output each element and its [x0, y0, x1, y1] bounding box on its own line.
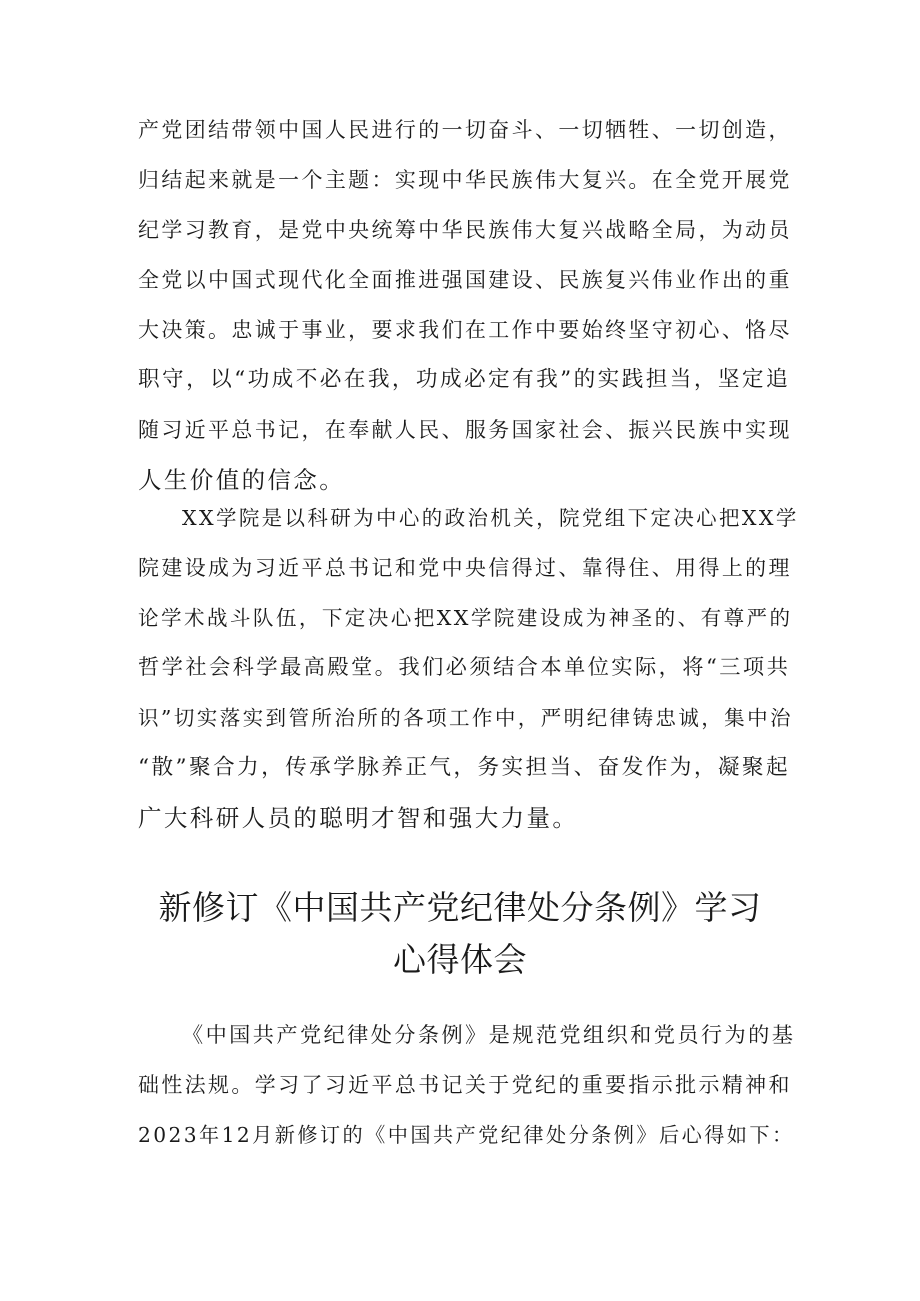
paragraph-line: “散”聚合力，传承学脉养正气，务实担当、奋发作为，凝聚起 — [138, 755, 790, 780]
section-heading — [0, 882, 920, 986]
paragraph-line: 人生价值的信念。 — [138, 466, 346, 494]
paragraph-line: 哲学社会科学最高殿堂。我们必须结合本单位实际，将“三项共 — [138, 655, 791, 680]
paragraph-line: 广大科研人员的聪明才智和强大力量。 — [138, 804, 579, 832]
paragraph-line: 识”切实落实到管所治所的各项工作中，严明纪律铸忠诚，集中治 — [138, 706, 793, 730]
paragraph-line: 论学术战斗队伍，下定决心把XX学院建设成为神圣的、有尊严的 — [138, 606, 793, 630]
paragraph-line: 全党以中国式现代化全面推进强国建设、民族复兴伟业作出的重 — [138, 268, 792, 292]
paragraph-2 — [138, 493, 798, 843]
paragraph-line: 纪学习教育，是党中央统筹中华民族伟大复兴战略全局，为动员 — [138, 218, 792, 242]
paragraph-1 — [138, 105, 798, 505]
paragraph-line: 归结起来就是一个主题：实现中华民族伟大复兴。在全党开展党 — [138, 168, 792, 192]
paragraph-line: 础性法规。学习了习近平总书记关于党纪的重要指示批示精神和 — [138, 1073, 792, 1097]
paragraph-line: 职守，以“功成不必在我，功成必定有我”的实践担当，坚定追 — [138, 367, 790, 392]
paragraph-line: 2023年12月新修订的《中国共产党纪律处分条例》后心得如下： — [138, 1123, 795, 1147]
intro-paragraph — [138, 1010, 798, 1160]
paragraph-line: 随习近平总书记，在奉献人民、服务国家社会、振兴民族中实现 — [138, 418, 792, 442]
paragraph-line: 产党团结带领中国人民进行的一切奋斗、一切牺牲、一切创造， — [138, 118, 792, 142]
paragraph-line: 《中国共产党纪律处分条例》是规范党组织和党员行为的基 — [182, 1022, 796, 1047]
paragraph-line: XX学院是以科研为中心的政治机关，院党组下定决心把XX学 — [182, 506, 799, 530]
heading-line-2: 心得体会 — [393, 940, 527, 979]
paragraph-line: 大决策。忠诚于事业，要求我们在工作中要始终坚守初心、恪尽 — [138, 318, 792, 342]
paragraph-line: 院建设成为习近平总书记和党中央信得过、靠得住、用得上的理 — [138, 556, 792, 580]
heading-line-1: 新修订《中国共产党纪律处分条例》学习 — [158, 888, 762, 927]
